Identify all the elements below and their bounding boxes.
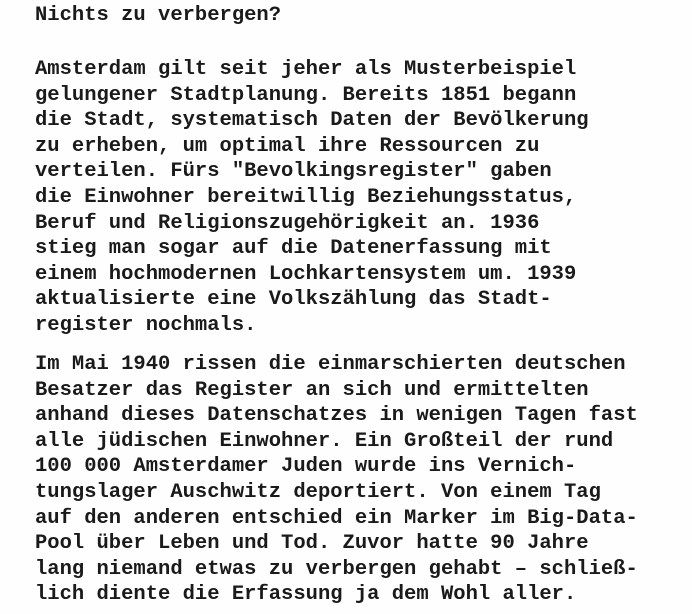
text-line: lich diente die Erfassung ja dem Wohl aller. [35, 583, 577, 607]
text-line: Besatzer das Register an sich und ermittelten [35, 378, 589, 402]
text-line: anhand dieses Datenschatzes in wenigen Tagen fast [35, 404, 638, 428]
text-line: einem hochmodernen Lochkartensystem um. 1939 [35, 262, 577, 286]
text-line: Amsterdam gilt seit jeher als Musterbeispiel [35, 58, 577, 81]
text-line: gelungener Stadtplanung. Bereits 1851 begann [35, 83, 577, 107]
text-line: zu erheben, um optimal ihre Ressourcen zu [35, 134, 540, 158]
text-line: register nochmals. [35, 313, 257, 337]
text-line: stieg man sogar auf die Datenerfassung mit [35, 237, 552, 261]
article-paragraph-1 [35, 57, 589, 339]
text-line: Im Mai 1940 rissen die einmarschierten deutschen [35, 353, 626, 376]
text-line: Beruf und Religionszugehörigkeit an. 1936 [35, 211, 540, 235]
text-line: alle jüdischen Einwohner. Ein Großteil der rund [35, 429, 614, 453]
text-line: 100 000 Amsterdamer Juden wurde ins Vernich- [35, 455, 577, 479]
article-title: Nichts zu verbergen? [35, 4, 282, 27]
text-line: die Einwohner bereitwillig Beziehungsstatus, [35, 185, 577, 209]
article-paragraph-2 [35, 352, 638, 608]
text-line: verteilen. Fürs "Bevolkingsregister" gaben [35, 160, 552, 184]
text-line: lang niemand etwas zu verbergen gehabt – schließ- [35, 557, 638, 581]
text-line: die Stadt, systematisch Daten der Bevölkerung [35, 109, 589, 133]
text-line: tungslager Auschwitz deportiert. Von einem Tag [35, 480, 601, 504]
text-line: auf den anderen entschied ein Marker im Big-Data- [35, 506, 638, 530]
text-line: Pool über Leben und Tod. Zuvor hatte 90 Jahre [35, 532, 589, 556]
text-line: aktualisierte eine Volkszählung das Stadt- [35, 288, 552, 312]
